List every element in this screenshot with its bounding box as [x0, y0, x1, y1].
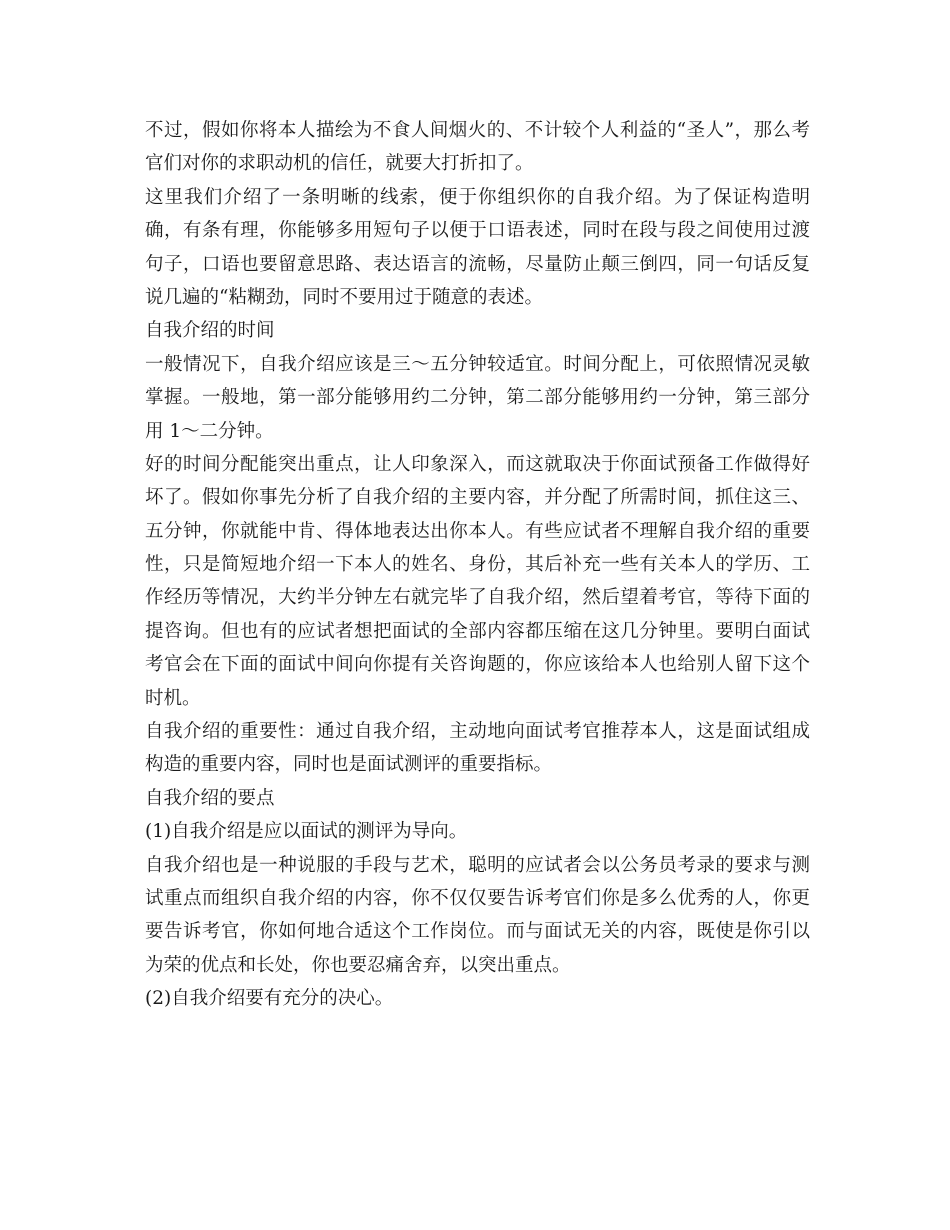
text-line: 官们对你的求职动机的信任，就要大打折扣了。 [145, 153, 534, 175]
text-line: 说几遍的“粘糊劲，同时不要用过于随意的表述。 [145, 286, 543, 308]
text-line: (2)自我介绍要有充分的决心。 [145, 988, 394, 1010]
text-line: 坏了。假如你事先分析了自我介绍的主要内容，并分配了所需时间，抓住这三、 [145, 487, 810, 509]
text-line: 试重点而组织自我介绍的内容，你不仅仅要告诉考官们你是多么优秀的人，你更 [145, 887, 810, 909]
text-line: 不过，假如你将本人描绘为不食人间烟火的、不计较个人利益的“圣人”，那么考 [145, 120, 810, 141]
text-line: 这里我们介绍了一条明晰的线索，便于你组织你的自我介绍。为了保证构造明 [145, 186, 810, 208]
text-line: 句子，口语也要留意思路、表达语言的流畅，尽量防止颠三倒四，同一句话反复 [145, 253, 810, 275]
text-line: 构造的重要内容，同时也是面试测评的重要指标。 [145, 754, 553, 776]
text-line: 性，只是简短地介绍一下本人的姓名、身份，其后补充一些有关本人的学历、工 [145, 554, 810, 576]
text-line: 作经历等情况，大约半分钟左右就完毕了自我介绍，然后望着考官，等待下面的 [145, 587, 810, 609]
text-line: 自我介绍的时间 [145, 320, 275, 342]
text-line: 五分钟，你就能中肯、得体地表达出你本人。有些应试者不理解自我介绍的重要 [145, 520, 810, 542]
text-line: 为荣的优点和长处，你也要忍痛舍弃，以突出重点。 [145, 954, 571, 976]
text-line: 确，有条有理，你能够多用短句子以便于口语表述，同时在段与段之间使用过渡 [145, 220, 810, 242]
text-line: 提咨询。但也有的应试者想把面试的全部内容都压缩在这几分钟里。要明白面试 [145, 620, 810, 642]
text-line: 掌握。一般地，第一部分能够用约二分钟，第二部分能够用约一分钟，第三部分 [145, 387, 810, 409]
text-line: 自我介绍的重要性：通过自我介绍，主动地向面试考官推荐本人，这是面试组成 [145, 721, 810, 743]
text-line: 时机。 [145, 687, 201, 709]
document-body [145, 114, 810, 1016]
text-line: 用 1～二分钟。 [145, 420, 274, 442]
text-line: (1)自我介绍是应以面试的测评为导向。 [145, 821, 468, 843]
text-line: 要告诉考官，你如何地合适这个工作岗位。而与面试无关的内容，既使是你引以 [145, 921, 810, 943]
text-line: 好的时间分配能突出重点，让人印象深入，而这就取决于你面试预备工作做得好 [145, 453, 810, 475]
text-line: 自我介绍也是一种说服的手段与艺术，聪明的应试者会以公务员考录的要求与测 [145, 854, 810, 876]
text-line: 一般情况下，自我介绍应该是三～五分钟较适宜。时间分配上，可依照情况灵敏 [145, 353, 810, 375]
text-line: 自我介绍的要点 [145, 787, 275, 809]
text-line: 考官会在下面的面试中间向你提有关咨询题的，你应该给本人也给别人留下这个 [145, 654, 810, 676]
